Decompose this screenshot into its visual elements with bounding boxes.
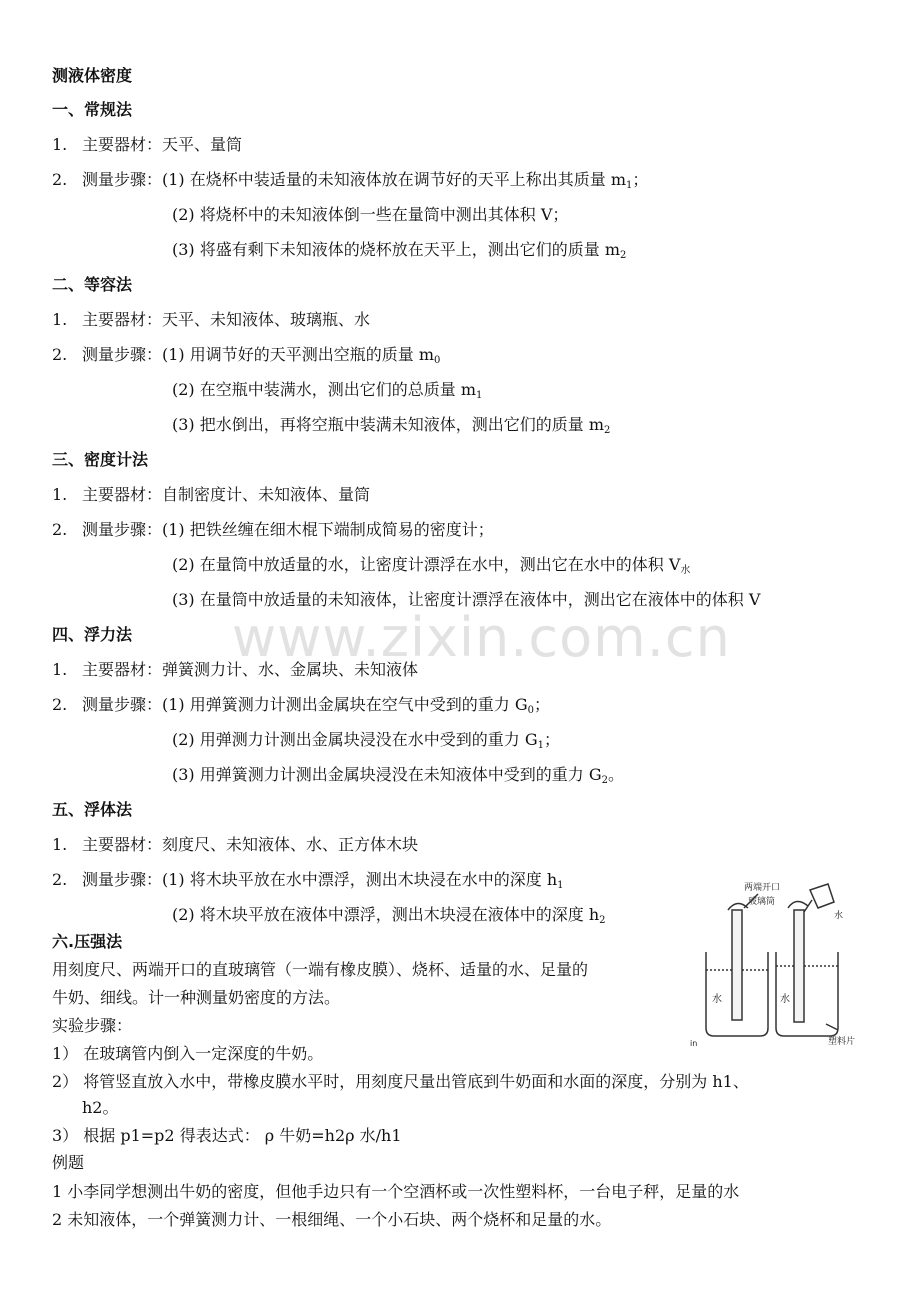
s3-step-3: (3) 在量筒中放适量的未知液体，让密度计漂浮在液体中，测出它在液体中的体积 V: [172, 590, 761, 609]
label-glass-tube: 玻璃筒: [748, 897, 776, 907]
label-water-right: 水: [780, 994, 790, 1005]
label-corner: in: [690, 1039, 698, 1048]
s1-step-3: (3) 将盛有剩下未知液体的烧杯放在天平上，测出它们的质量 $m_2$: [172, 240, 627, 261]
s2-item-1: 1. 主要器材：天平、未知液体、玻璃瓶、水: [52, 310, 371, 329]
s2-step-1: 2. 测量步骤：(1) 用调节好的天平测出空瓶的质量 $m_0$: [52, 345, 441, 366]
s2-step-2: (2) 在空瓶中装满水，测出它们的总质量 $m_1$: [172, 380, 483, 401]
s6-paragraph-line-2: 牛奶、细线。计一种测量奶密度的方法。: [52, 988, 341, 1007]
s3-step-2: (2) 在量筒中放适量的水，让密度计漂浮在水中，测出它在水中的体积 $V_水$: [172, 555, 691, 576]
label-water-pour: 水: [834, 911, 844, 921]
s1-step-2: (2) 将烧杯中的未知液体倒一些在量筒中测出其体积 V；: [172, 205, 569, 224]
s6-steps-label: 实验步骤：: [52, 1016, 133, 1035]
s4-step-1: 2. 测量步骤：(1) 用弹簧测力计测出金属块在空气中受到的重力 $G_0$；: [52, 695, 551, 716]
page-title: 测液体密度: [52, 66, 133, 85]
beaker-figure: [688, 880, 868, 1050]
s1-step-1: 2. 测量步骤：(1) 在烧杯中装适量的未知液体放在调节好的天平上称出其质量 $m_1$；: [52, 170, 649, 191]
section-heading-5: 五、浮体法: [52, 800, 133, 819]
s6-step-1: 1） 在玻璃管内倒入一定深度的牛奶。: [52, 1044, 324, 1063]
s2-step-3: (3) 把水倒出，再将空瓶中装满未知液体，测出它们的质量 $m_2$: [172, 415, 611, 436]
s4-step-2: (2) 用弹测力计测出金属块浸没在水中受到的重力 $G_1$；: [172, 730, 561, 751]
section-heading-2: 二、等容法: [52, 275, 133, 294]
s6-paragraph-line-1: 用刻度尺、两端开口的直玻璃管（一端有橡皮膜）、烧杯、适量的水、足量的: [52, 960, 589, 979]
section-heading-3: 三、密度计法: [52, 450, 149, 469]
examples-label: 例题: [52, 1153, 85, 1172]
s6-step-2-cont: h2。: [82, 1098, 119, 1117]
watermark: www.zixin.com.cn: [232, 606, 731, 669]
s3-step-1: 2. 测量步骤：(1) 把铁丝缠在细木棍下端制成简易的密度计；: [52, 520, 494, 539]
s6-step-2: 2） 将管竖直放入水中，带橡皮膜水平时，用刻度尺量出管底到牛奶面和水面的深度，分别为 h1、: [52, 1072, 749, 1091]
label-water-left: 水: [712, 994, 722, 1005]
s5-step-2: (2) 将木块平放在液体中漂浮，测出木块浸在液体中的深度 $h_2$: [172, 905, 606, 926]
s4-step-3: (3) 用弹簧测力计测出金属块浸没在未知液体中受到的重力 $G_2$。: [172, 765, 625, 786]
s4-item-1: 1. 主要器材：弹簧测力计、水、金属块、未知液体: [52, 660, 419, 679]
section-heading-4: 四、浮力法: [52, 625, 133, 644]
label-open-ends: 两端开口: [744, 883, 781, 893]
example-1: 1 小李同学想测出牛奶的密度，但他手边只有一个空酒杯或一次性塑料杯，一台电子秤，足量的水: [52, 1182, 740, 1201]
section-heading-1: 一、常规法: [52, 100, 133, 119]
example-2: 2 未知液体，一个弹簧测力计、一根细绳、一个小石块、两个烧杯和足量的水。: [52, 1210, 612, 1229]
label-plastic-sheet: 塑料片: [828, 1037, 856, 1047]
s5-step-1: 2. 测量步骤：(1) 将木块平放在水中漂浮，测出木块浸在水中的深度 $h_1$: [52, 870, 564, 891]
s3-item-1: 1. 主要器材：自制密度计、未知液体、量筒: [52, 485, 371, 504]
section-heading-6: 六.压强法: [52, 932, 123, 951]
s6-step-3: 3） 根据 p1=p2 得表达式： ρ 牛奶=h2ρ 水/h1: [52, 1126, 402, 1145]
s1-item-1: 1. 主要器材：天平、量筒: [52, 135, 243, 154]
s5-item-1: 1. 主要器材：刻度尺、未知液体、水、正方体木块: [52, 835, 419, 854]
